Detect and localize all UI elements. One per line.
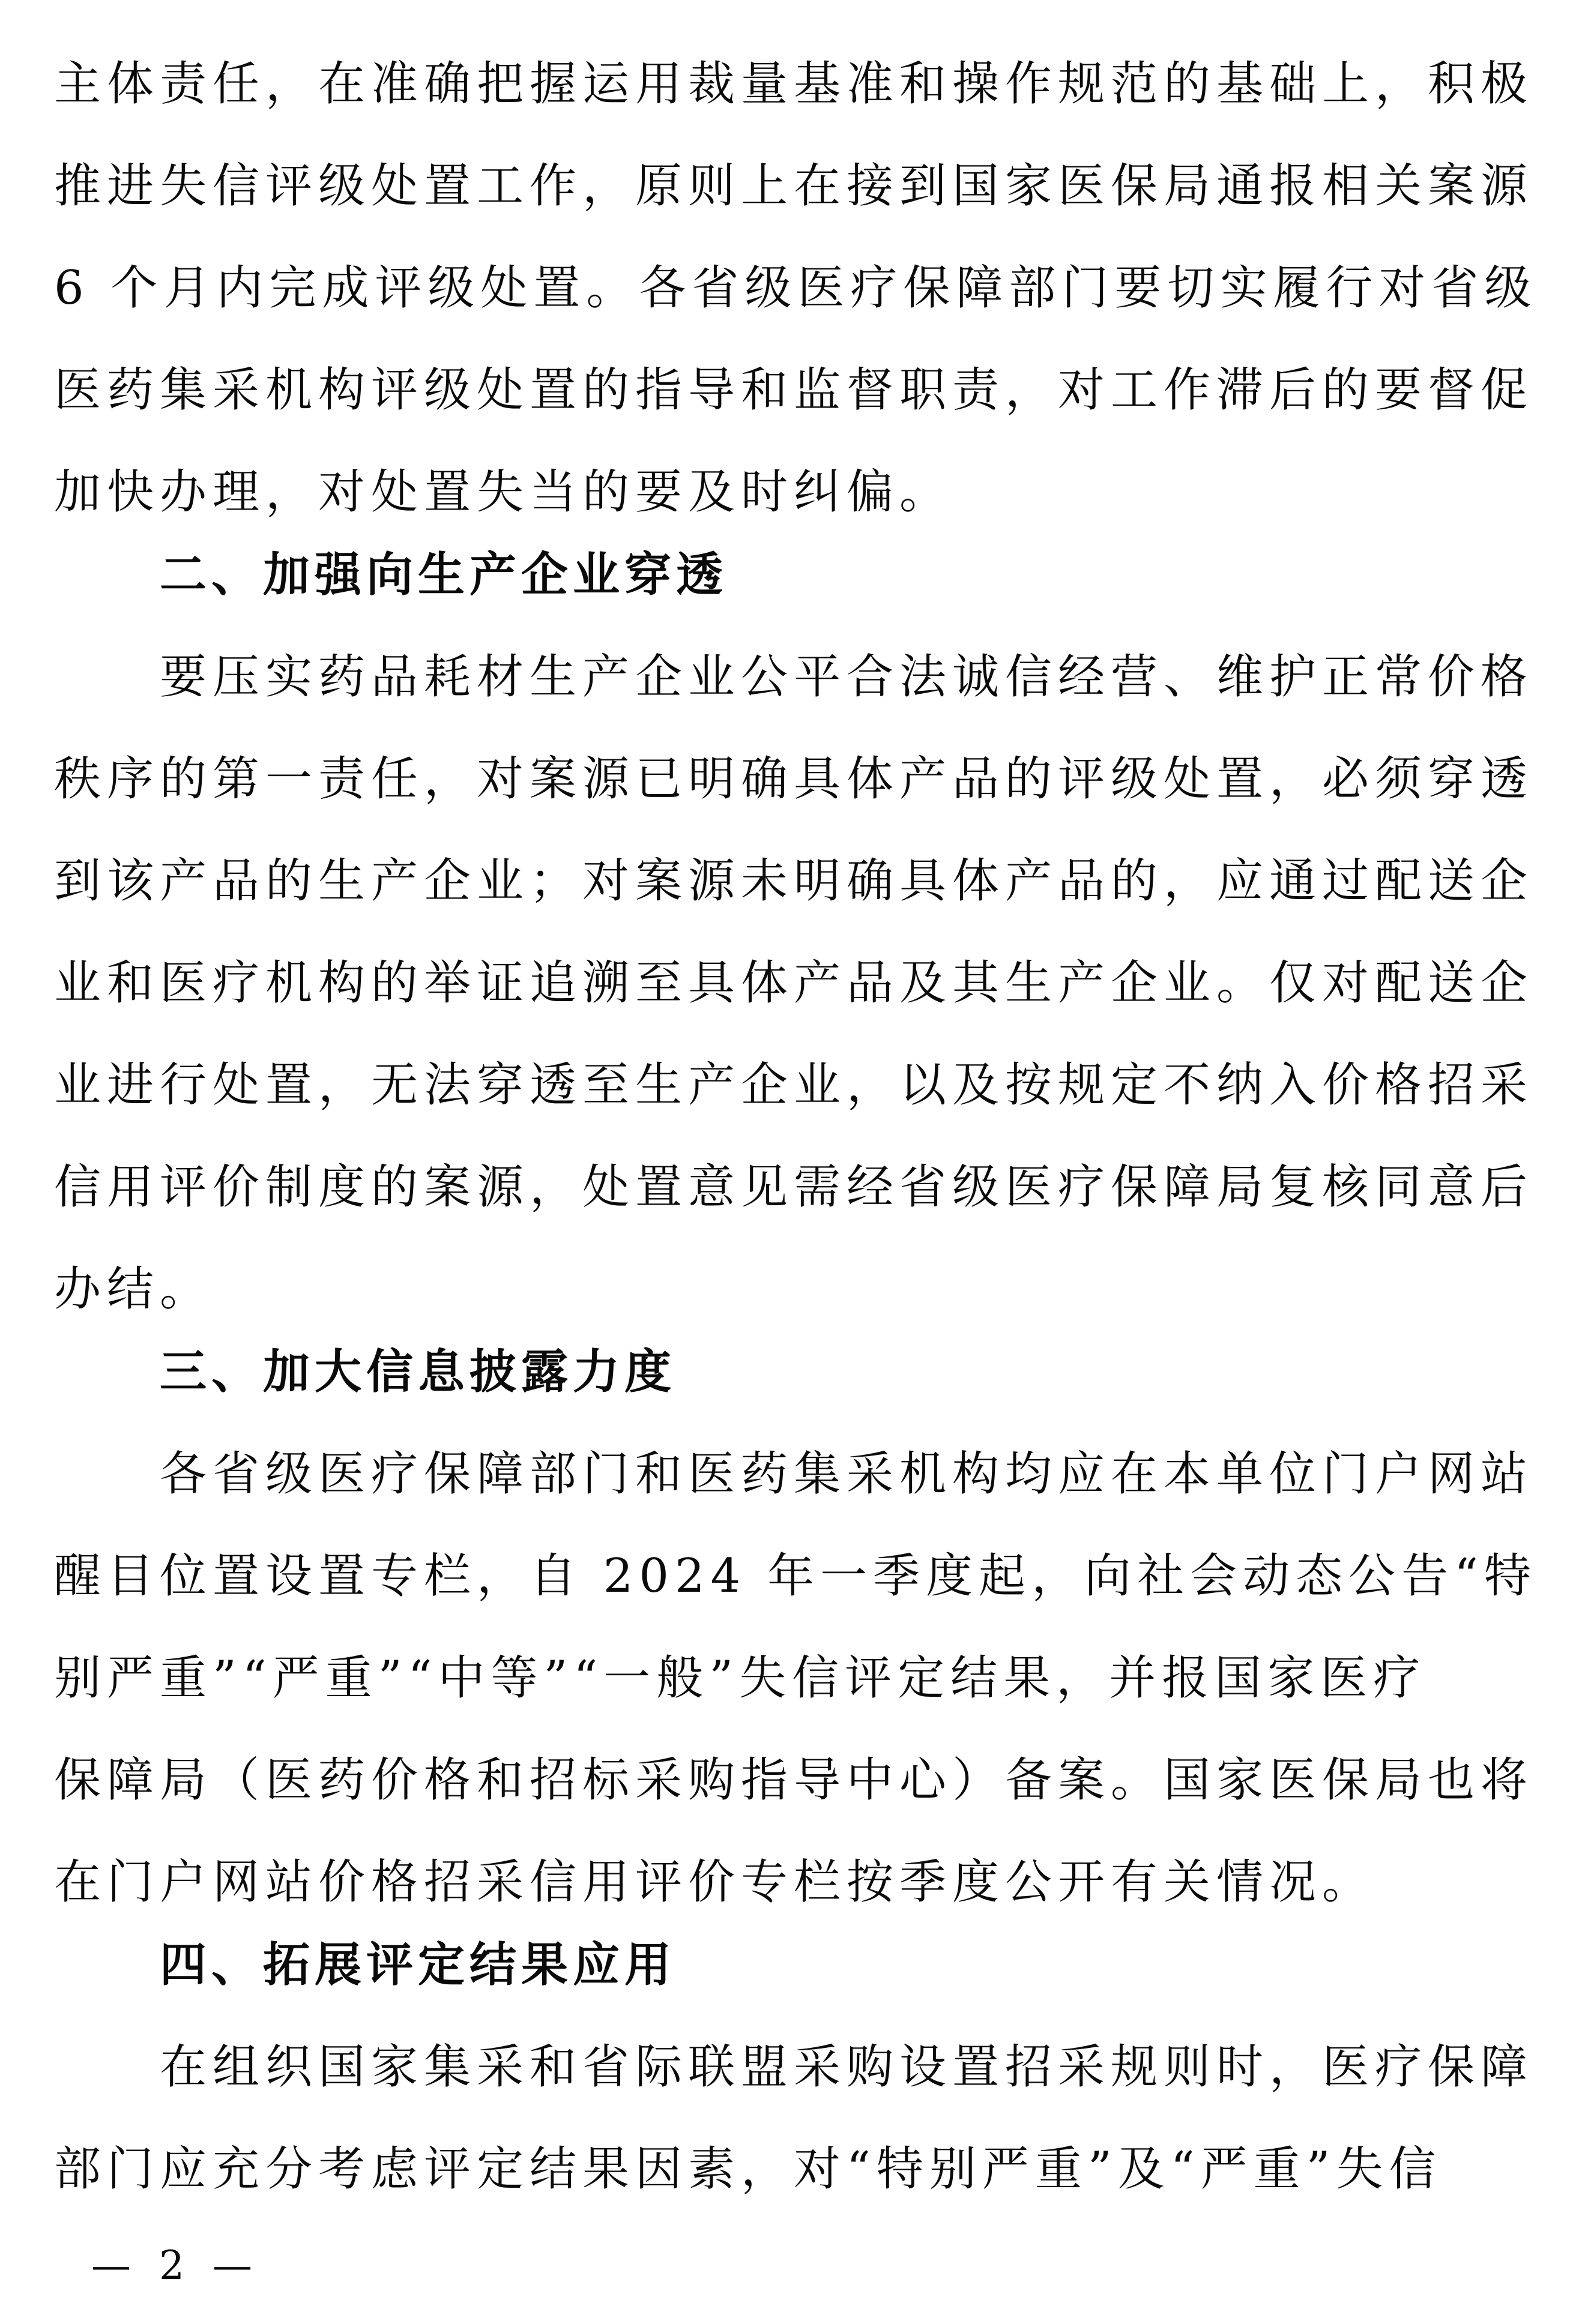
section-heading-3: 三、加大信息披露力度 bbox=[160, 1345, 677, 1399]
page-number: — 2 — bbox=[91, 2242, 256, 2289]
text-line: 加快办理，对处置失当的要及时纠偏。 bbox=[54, 465, 953, 519]
document-body bbox=[54, 33, 1537, 2220]
text-line: 在门户网站价格招采信用评价专栏按季度公开有关情况。 bbox=[54, 1855, 1375, 1909]
text-line: 6 个月内完成评级处置。各省级医疗保障部门要切实履行对省级 bbox=[54, 261, 1538, 315]
text-line: 保障局（医药价格和招标采购指导中心）备案。国家医保局也将 bbox=[54, 1753, 1534, 1807]
section-heading-4: 四、拓展评定结果应用 bbox=[160, 1938, 677, 1992]
text-line: 秩序的第一责任，对案源已明确具体产品的评级处置，必须穿透 bbox=[54, 752, 1534, 806]
text-line: 主体责任，在准确把握运用裁量基准和操作规范的基础上，积极 bbox=[54, 57, 1534, 111]
text-line: 别严重”“严重”“中等”“一般”失信评定结果，并报国家医疗 bbox=[54, 1651, 1426, 1705]
text-line: 部门应充分考虑评定结果因素，对“特别严重”及“严重”失信 bbox=[54, 2142, 1442, 2196]
text-line: 业和医疗机构的举证追溯至具体产品及其生产企业。仅对配送企 bbox=[54, 956, 1534, 1010]
text-line: 医药集采机构评级处置的指导和监督职责，对工作滞后的要督促 bbox=[54, 363, 1534, 417]
text-line: 要压实药品耗材生产企业公平合法诚信经营、维护正常价格 bbox=[160, 650, 1534, 704]
text-line: 到该产品的生产企业；对案源未明确具体产品的，应通过配送企 bbox=[54, 854, 1534, 908]
text-line: 办结。 bbox=[54, 1262, 213, 1316]
text-line: 各省级医疗保障部门和医药集采机构均应在本单位门户网站 bbox=[160, 1447, 1534, 1501]
text-line: 信用评价制度的案源，处置意见需经省级医疗保障局复核同意后 bbox=[54, 1160, 1534, 1214]
text-line: 推进失信评级处置工作，原则上在接到国家医保局通报相关案源 bbox=[54, 159, 1534, 213]
text-line: 醒目位置设置专栏，自 2024 年一季度起，向社会动态公告“特 bbox=[54, 1549, 1537, 1603]
text-line: 在组织国家集采和省际联盟采购设置招采规则时，医疗保障 bbox=[160, 2040, 1534, 2094]
section-heading-2: 二、加强向生产企业穿透 bbox=[160, 548, 728, 602]
text-line: 业进行处置，无法穿透至生产企业，以及按规定不纳入价格招采 bbox=[54, 1058, 1534, 1112]
